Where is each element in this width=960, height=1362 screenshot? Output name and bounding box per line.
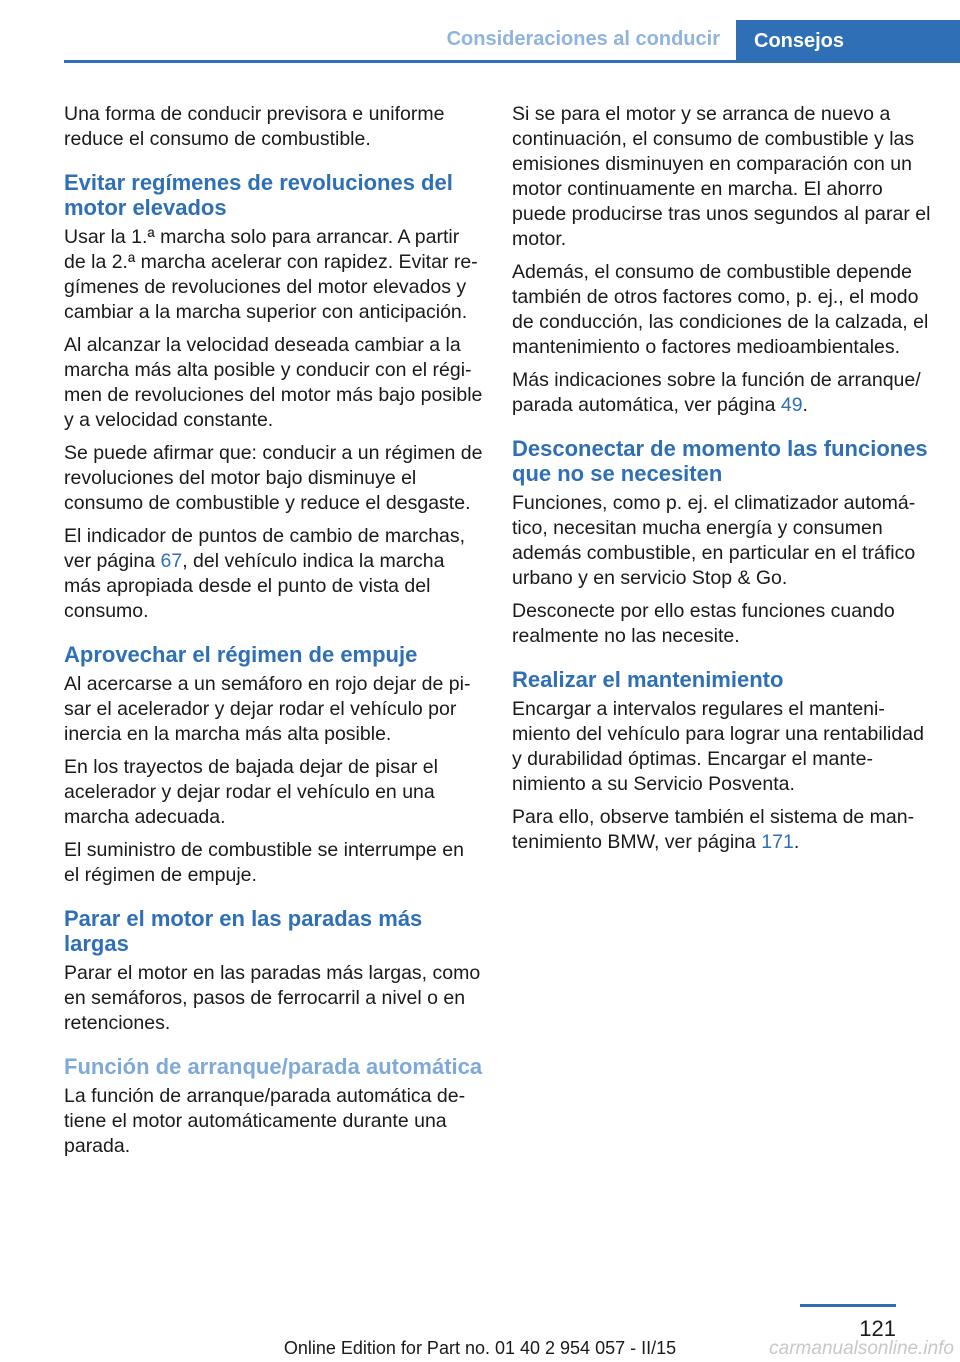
paragraph: En los trayectos de bajada dejar de pisar el acelerador y dejar rodar el vehículo en una marcha adecuada.	[64, 756, 438, 828]
paragraph	[512, 368, 932, 418]
paragraph: Además, el consumo de combustible depende también de otros factores como, p. ej., el modo de conducción, las condiciones de la calzada, el mantenimiento o factores medioambientales.	[512, 261, 929, 358]
watermark: carmanualsonline.info	[769, 1338, 954, 1359]
page-link-171[interactable]: 171	[761, 831, 794, 853]
paragraph	[64, 524, 484, 624]
paragraph: Se puede afirmar que: conducir a un régimen de revoluciones del motor bajo disminuye el consumo de combustible y reduce el desgaste.	[64, 442, 483, 514]
paragraph: Al alcanzar la velocidad deseada cambiar a la marcha más alta posible y conducir con el régimen de revoluciones del motor más bajo posible y a velocidad constante.	[64, 334, 483, 431]
edition-line: Online Edition for Part no. 01 40 2 954 057 - II/15	[283, 1338, 677, 1358]
paragraph	[512, 805, 932, 855]
heading-parar-motor: Parar el motor en las paradas más largas	[64, 906, 423, 956]
paragraph: Funciones, como p. ej. el climatizador automático, necesitan mucha energía y consumen además combustible, en particular en el tráfico urbano y en servicio Stop & Go.	[512, 492, 916, 589]
left-column	[64, 102, 484, 1167]
paragraph: Una forma de conducir previsora e uniforme reduce el consumo de combustible.	[64, 103, 445, 150]
paragraph: Encargar a intervalos regulares el mantenimiento del vehículo para lograr una rentabilidad y durabilidad óptimas. Encargar el mantenimiento a su Servicio Posventa.	[512, 698, 924, 795]
page-number: 121	[859, 1316, 896, 1341]
header-tab: Consejos	[736, 20, 960, 63]
heading-empuje: Aprovechar el régimen de empuje	[64, 642, 418, 667]
text: Más indicaciones sobre la función de arranque/ parada automática, ver página	[512, 369, 921, 416]
text: , del vehículo indica la marcha más apropiada desde el punto de vista del consumo.	[64, 550, 445, 622]
text: El indicador de puntos de cambio de marchas, ver página	[64, 525, 466, 572]
heading-arranque-parada: Función de arranque/parada automática	[64, 1054, 483, 1079]
paragraph: El suministro de combustible se interrumpe en el régimen de empuje.	[64, 839, 464, 886]
text: .	[793, 831, 800, 853]
footer-rule	[800, 1304, 896, 1307]
page-link-67[interactable]: 67	[160, 550, 183, 572]
paragraph: Parar el motor en las paradas más largas, como en semáforos, pasos de ferrocarril a nivel o en retenciones.	[64, 962, 481, 1034]
paragraph: Si se para el motor y se arranca de nuevo a continuación, el consumo de combustible y las emisiones disminuyen en comparación con un motor continuamente en marcha. El ahorro puede producirse tras unos segundos al parar el motor.	[512, 103, 931, 250]
heading-mantenimiento: Realizar el mantenimiento	[512, 667, 784, 692]
paragraph: Al acercarse a un semáforo en rojo dejar de pisar el acelerador y dejar rodar el vehículo por inercia en la marcha más alta posible.	[64, 673, 471, 745]
paragraph: Usar la 1.ª marcha solo para arrancar. A partir de la 2.ª marcha acelerar con rapidez. Evitar regímenes de revoluciones del motor elevados y cambiar a la marcha superior con anticipación.	[64, 226, 478, 323]
paragraph: Desconecte por ello estas funciones cuando realmente no las necesite.	[512, 600, 895, 647]
heading-revoluciones: Evitar regímenes de revoluciones del motor elevados	[64, 170, 453, 220]
header-section-title: Consideraciones al conducir	[446, 28, 720, 50]
text: .	[802, 394, 808, 416]
right-column	[512, 102, 932, 863]
page-link-49[interactable]: 49	[780, 394, 803, 416]
text: Para ello, observe también el sistema de mantenimiento BMW, ver página	[512, 806, 915, 853]
heading-desconectar: Desconectar de momento las funciones que no se necesiten	[512, 436, 928, 486]
paragraph: La función de arranque/parada automática detiene el motor automáticamente durante una parada.	[64, 1085, 466, 1157]
